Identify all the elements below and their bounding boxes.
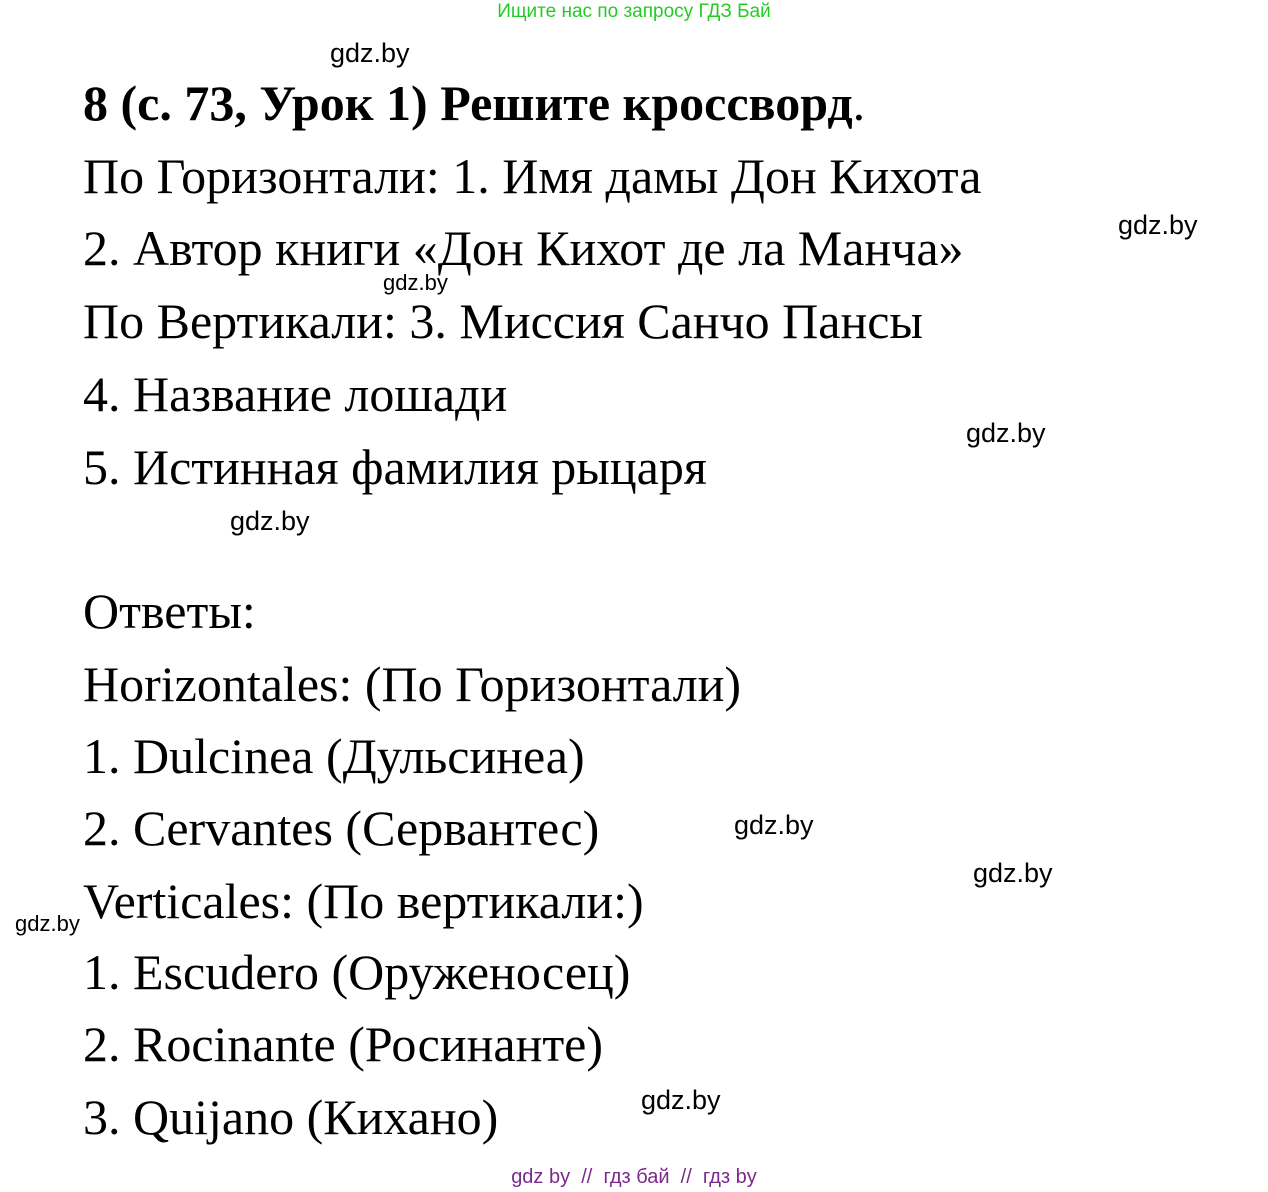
top-banner-link[interactable]: Ищите нас по запросу ГДЗ Бай: [497, 1, 771, 22]
answer-horizontal-2: 2. Cervantes (Сервантес): [83, 800, 600, 856]
watermark: gdz.by: [15, 911, 80, 936]
watermark: gdz.by: [641, 1085, 721, 1115]
task-title-dot: .: [852, 75, 866, 131]
task-title-text: 8 (с. 73, Урок 1) Решите кроссворд: [83, 75, 853, 131]
answer-vertical-1: 1. Escudero (Оруженосец): [83, 944, 631, 1000]
answer-vertical-3: 3. Quijano (Кихано): [83, 1089, 499, 1145]
clue-vertical-5: 5. Истинная фамилия рыцаря: [83, 439, 707, 495]
clue-vertical-3: По Вертикали: 3. Миссия Санчо Пансы: [83, 293, 924, 349]
watermark: gdz.by: [966, 418, 1046, 448]
watermark: gdz.by: [230, 506, 310, 536]
watermark: gdz.by: [383, 270, 448, 295]
watermark: gdz.by: [1118, 210, 1198, 240]
clue-horizontal-2: 2. Автор книги «Дон Кихот де ла Манча»: [83, 220, 964, 276]
clue-vertical-4: 4. Название лошади: [83, 366, 508, 422]
watermark: gdz.by: [973, 858, 1053, 888]
task-title: [83, 74, 865, 132]
answer-vertical-2: 2. Rocinante (Росинанте): [83, 1016, 604, 1072]
watermark: gdz.by: [734, 810, 814, 840]
clue-horizontal-1: По Горизонтали: 1. Имя дамы Дон Кихота: [83, 148, 982, 204]
answer-horizontal-1: 1. Dulcinea (Дульсинеа): [83, 728, 585, 784]
answers-heading: Ответы:: [83, 583, 256, 639]
answers-vertical-heading: Verticales: (По вертикали:): [83, 873, 644, 929]
answers-horizontal-heading: Horizontales: (По Горизонтали): [83, 656, 742, 712]
bottom-banner-link[interactable]: gdz by // гдз бай // гдз by: [511, 1166, 757, 1188]
watermark: gdz.by: [330, 38, 410, 68]
